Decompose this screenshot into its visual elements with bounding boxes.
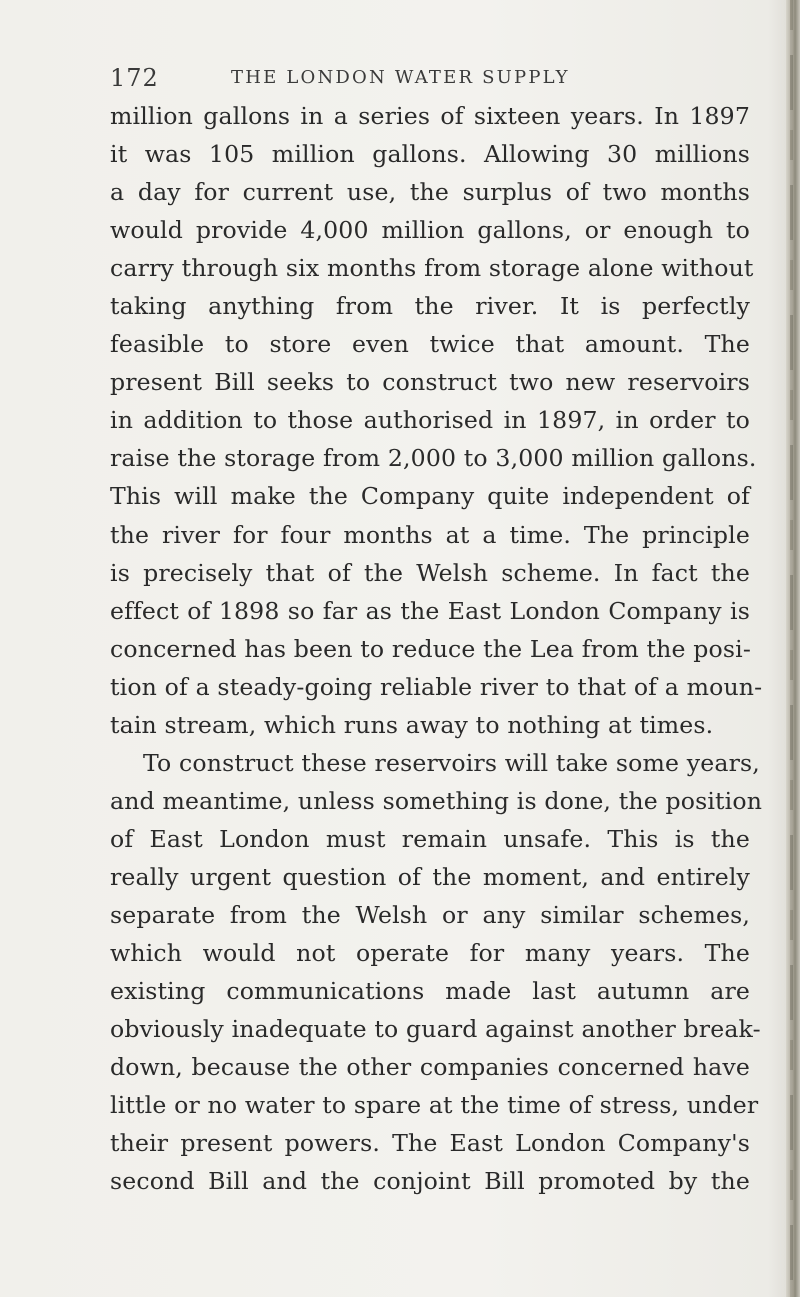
text-line: effect of 1898 so far as the East London Company is xyxy=(110,596,750,625)
text-line: would provide 4,000 million gallons, or enough to xyxy=(110,216,750,245)
text-line: taking anything from the river. It is perfectly xyxy=(110,292,750,321)
text-line: second Bill and the conjoint Bill promoted by the xyxy=(110,1167,750,1196)
text-line: down, because the other companies concerned have xyxy=(110,1053,750,1082)
body-text xyxy=(110,97,763,1200)
text-line: carry through six months from storage alone without xyxy=(110,254,754,283)
page-binding-edge xyxy=(786,0,800,1297)
text-line: separate from the Welsh or any similar schemes, xyxy=(110,900,750,929)
text-line: raise the storage from 2,000 to 3,000 million gallons. xyxy=(110,444,757,473)
text-line: concerned has been to reduce the Lea from the posi- xyxy=(110,634,751,663)
text-line: existing communications made last autumn are xyxy=(110,977,750,1006)
text-line: their present powers. The East London Company's xyxy=(110,1129,750,1158)
paragraph-start-line: To construct these reservoirs will take some years, xyxy=(143,748,760,777)
running-title: THE LONDON WATER SUPPLY xyxy=(231,67,570,88)
text-line: in addition to those authorised in 1897, in order to xyxy=(110,406,750,435)
text-line: present Bill seeks to construct two new reservoirs xyxy=(110,368,750,397)
text-line: it was 105 million gallons. Allowing 30 millions xyxy=(110,140,750,169)
running-head xyxy=(110,64,750,94)
text-line: a day for current use, the surplus of two months xyxy=(110,178,750,207)
text-line: feasible to store even twice that amount. The xyxy=(110,330,750,359)
text-line: obviously inadequate to guard against another break- xyxy=(110,1015,761,1044)
text-line: tion of a steady-going reliable river to that of a moun- xyxy=(110,672,763,701)
text-line: the river for four months at a time. The principle xyxy=(110,520,750,549)
page-number: 172 xyxy=(110,64,159,92)
text-line: tain stream, which runs away to nothing at times. xyxy=(110,710,714,739)
text-line: really urgent question of the moment, and entirely xyxy=(110,862,750,891)
text-line: This will make the Company quite independent of xyxy=(110,482,750,511)
text-line: million gallons in a series of sixteen years. In 1897 xyxy=(110,102,750,130)
text-line: and meantime, unless something is done, the position xyxy=(110,786,763,815)
text-line: which would not operate for many years. The xyxy=(110,939,750,968)
text-line: of East London must remain unsafe. This is the xyxy=(110,824,750,853)
text-line: little or no water to spare at the time of stress, under xyxy=(110,1091,759,1120)
text-line: is precisely that of the Welsh scheme. In fact the xyxy=(110,558,750,587)
